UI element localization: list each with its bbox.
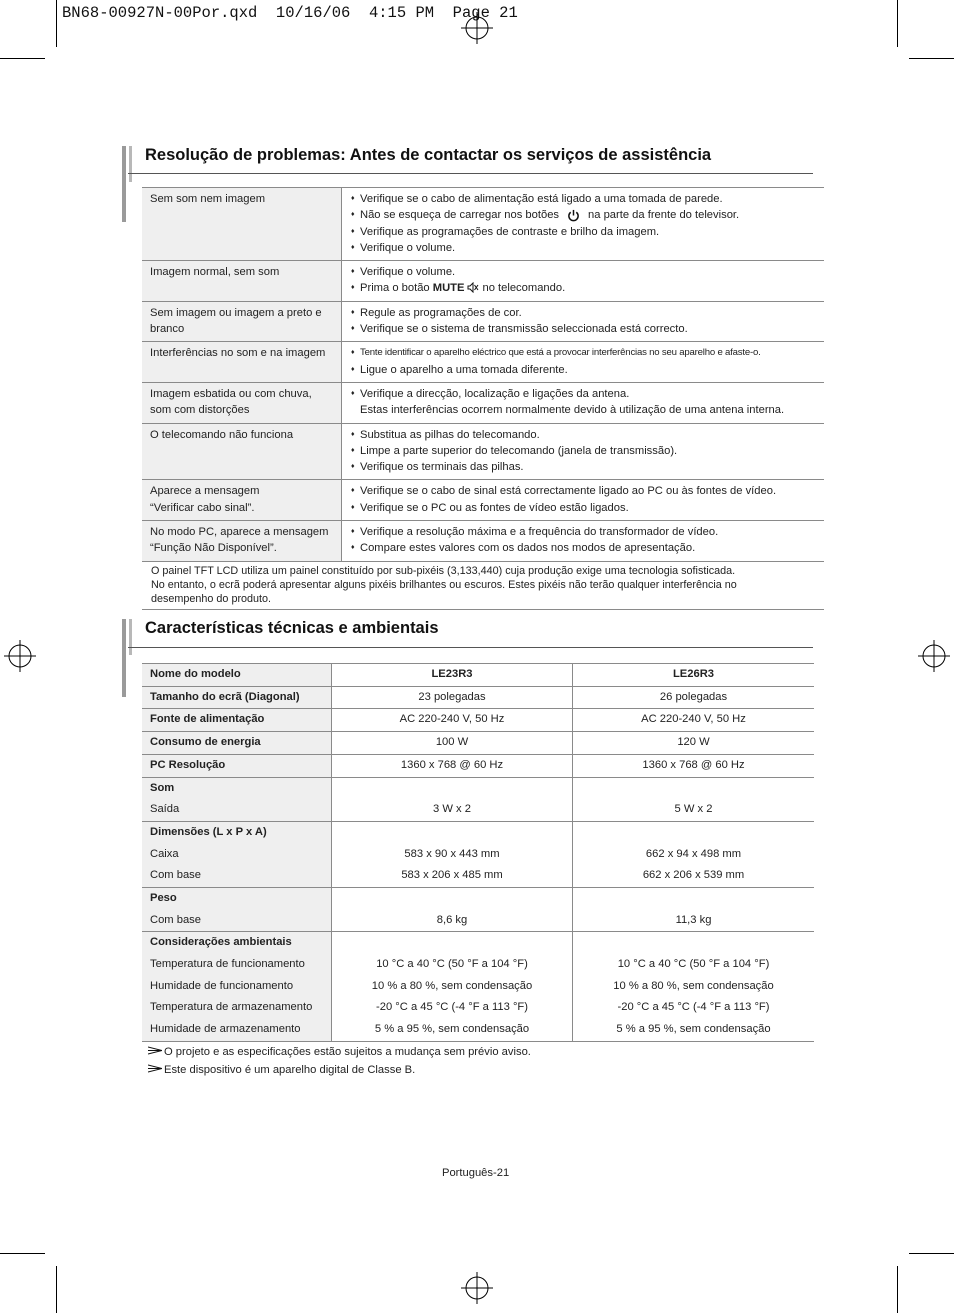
table-row <box>142 301 824 342</box>
crop-mark <box>56 0 57 47</box>
crop-mark <box>0 58 45 59</box>
registration-mark-icon <box>4 640 36 672</box>
solution-item: ♦ Limpe a parte superior do telecomando (janela de transmissão). <box>351 443 818 459</box>
footnote: Este dispositivo é um aparelho digital de Classe B. <box>148 1064 415 1076</box>
registration-mark-icon <box>918 640 950 672</box>
power-icon <box>567 209 580 222</box>
table-row: PC Resolução 1360 x 768 @ 60 Hz 1360 x 768 @ 60 Hz <box>142 754 814 777</box>
table-row: Consumo de energia 100 W 120 W <box>142 732 814 755</box>
mute-icon <box>467 282 479 293</box>
section-bar <box>129 619 132 655</box>
specs-table <box>142 663 814 1042</box>
table-row: Som Saída 3 W x 2 5 W x 2 <box>142 777 814 821</box>
table-row <box>142 188 824 261</box>
crop-mark <box>897 0 898 47</box>
crop-mark <box>56 1266 57 1313</box>
solution-item: ♦ Verifique se o cabo de alimentação está ligado a uma tomada de parede. <box>351 191 818 207</box>
problem-cell: Imagem normal, sem som <box>142 261 342 302</box>
solution-cell <box>342 521 825 562</box>
solution-item: ♦ Verifique a resolução máxima e a frequência do transformador de vídeo. <box>351 524 818 540</box>
crop-mark <box>0 1253 45 1254</box>
footnote: O projeto e as especificações estão sujeitos a mudança sem prévio aviso. <box>148 1046 531 1058</box>
section-bar <box>122 619 126 697</box>
note-arrow-icon <box>148 1064 164 1076</box>
section-bar <box>129 146 132 182</box>
problem-cell: Interferências no som e na imagem <box>142 342 342 383</box>
solution-item: ♦ Verifique o volume. <box>351 240 818 256</box>
solution-item: ♦ Verifique se o sistema de transmissão seleccionada está correcto. <box>351 321 818 337</box>
table-row: Fonte de alimentação AC 220-240 V, 50 Hz AC 220-240 V, 50 Hz <box>142 709 814 732</box>
problem-cell: Aparece a mensagem “Verificar cabo sinal”. <box>142 480 342 521</box>
mute-label: MUTE <box>432 282 465 295</box>
table-row <box>142 423 824 480</box>
solution-item: ♦ Ligue o aparelho a uma tomada diferente. <box>351 362 818 378</box>
section-rule <box>128 647 813 648</box>
table-row <box>142 480 824 521</box>
troubleshooting-title: Resolução de problemas: Antes de contactar os serviços de assistência <box>145 146 712 164</box>
table-header-row <box>142 664 814 687</box>
page-number: Português-21 <box>442 1167 510 1179</box>
solution-cell <box>342 301 825 342</box>
solution-item: ♦ Prima o botão MUTE no telecomando. <box>351 280 818 296</box>
solution-item: ♦ Verifique o volume. <box>351 264 818 280</box>
solution-continuation: Estas interferências ocorrem normalmente devido à utilização de uma antena interna. <box>360 404 785 417</box>
specs-title: Características técnicas e ambientais <box>145 619 439 637</box>
crop-mark <box>897 1266 898 1313</box>
crop-mark <box>909 58 954 59</box>
solution-cell <box>342 342 825 383</box>
problem-cell: O telecomando não funciona <box>142 423 342 480</box>
solution-cell <box>342 188 825 261</box>
table-row: Considerações ambientais Temperatura de funcionamento Humidade de funcionamento Temperatura de armazenamento Humidade de armazenamento 10 °C a 40 °C (50 °F a 104 °F) 10 % a 80 %, sem condensação -20 °C a 45 °C (-4 °F a 113 °F) 5 % a 95 %, sem condensação 10 °C a 40 °C (50 °F a 104 °F) 10 % a 80 %, sem condensação -20 °C a 45 °C (-4 °F a 113 °F) 5 % a 95 %, sem condensação <box>142 932 814 1041</box>
solution-item: ♦ Não se esqueça de carregar nos botões na parte da frente do televisor. <box>351 207 818 223</box>
table-row: Peso Com base 8,6 kg 11,3 kg <box>142 887 814 931</box>
registration-mark-icon <box>461 12 493 44</box>
troubleshooting-table <box>142 187 824 610</box>
model-label: Nome do modelo <box>142 664 332 687</box>
section-rule <box>128 173 813 174</box>
solution-item: ♦ Substitua as pilhas do telecomando. <box>351 427 818 443</box>
solution-cell <box>342 382 825 423</box>
crop-mark <box>909 1253 954 1254</box>
solution-cell <box>342 261 825 302</box>
solution-item: ♦ Regule as programações de cor. <box>351 305 818 321</box>
solution-item: ♦ Verifique se o PC ou as fontes de vídeo estão ligados. <box>351 500 818 516</box>
solution-item: ♦ Tente identificar o aparelho eléctrico que está a provocar interferências no seu aparelho e afaste-o. <box>351 345 818 361</box>
solution-item: ♦ Verifique se o cabo de sinal está correctamente ligado ao PC ou às fontes de vídeo. <box>351 483 818 499</box>
table-row <box>142 342 824 383</box>
table-row <box>142 382 824 423</box>
registration-mark-icon <box>461 1272 493 1304</box>
print-slug: BN68-00927N-00Por.qxd 10/16/06 4:15 PM Page 21 <box>62 4 518 22</box>
model-2: LE26R3 <box>573 664 815 687</box>
table-row: Tamanho do ecrã (Diagonal) 23 polegadas 26 polegadas <box>142 686 814 709</box>
model-1: LE23R3 <box>332 664 573 687</box>
solution-item: ♦ Compare estes valores com os dados nos modos de apresentação. <box>351 540 818 556</box>
solution-item: ♦ Verifique a direcção, localização e ligações da antena. <box>351 386 818 402</box>
solution-cell <box>342 480 825 521</box>
solution-item: ♦ Verifique os terminais das pilhas. <box>351 459 818 475</box>
table-row: Dimensões (L x P x A) Caixa Com base 583 x 90 x 443 mm 583 x 206 x 485 mm 662 x 94 x 498 mm 662 x 206 x 539 mm <box>142 821 814 887</box>
note-arrow-icon <box>148 1046 164 1058</box>
problem-cell: Imagem esbatida ou com chuva, som com distorções <box>142 382 342 423</box>
problem-cell: No modo PC, aparece a mensagem “Função Não Disponível”. <box>142 521 342 562</box>
table-row <box>142 561 824 609</box>
solution-item: ♦ Verifique as programações de contraste e brilho da imagem. <box>351 224 818 240</box>
solution-cell <box>342 423 825 480</box>
table-row <box>142 261 824 302</box>
problem-cell: Sem som nem imagem <box>142 188 342 261</box>
table-row <box>142 521 824 562</box>
problem-cell: Sem imagem ou imagem a preto e branco <box>142 301 342 342</box>
lcd-note: O painel TFT LCD utiliza um painel constituído por sub-pixéis (3,133,440) cuja produção exige uma tecnologia sofisticada. No entanto, o ecrã poderá apresentar alguns pixéis brilhantes ou escuros. Estes pixéis não terão qualquer interferência no desempenho do produto. <box>142 561 824 609</box>
section-bar <box>122 146 126 222</box>
